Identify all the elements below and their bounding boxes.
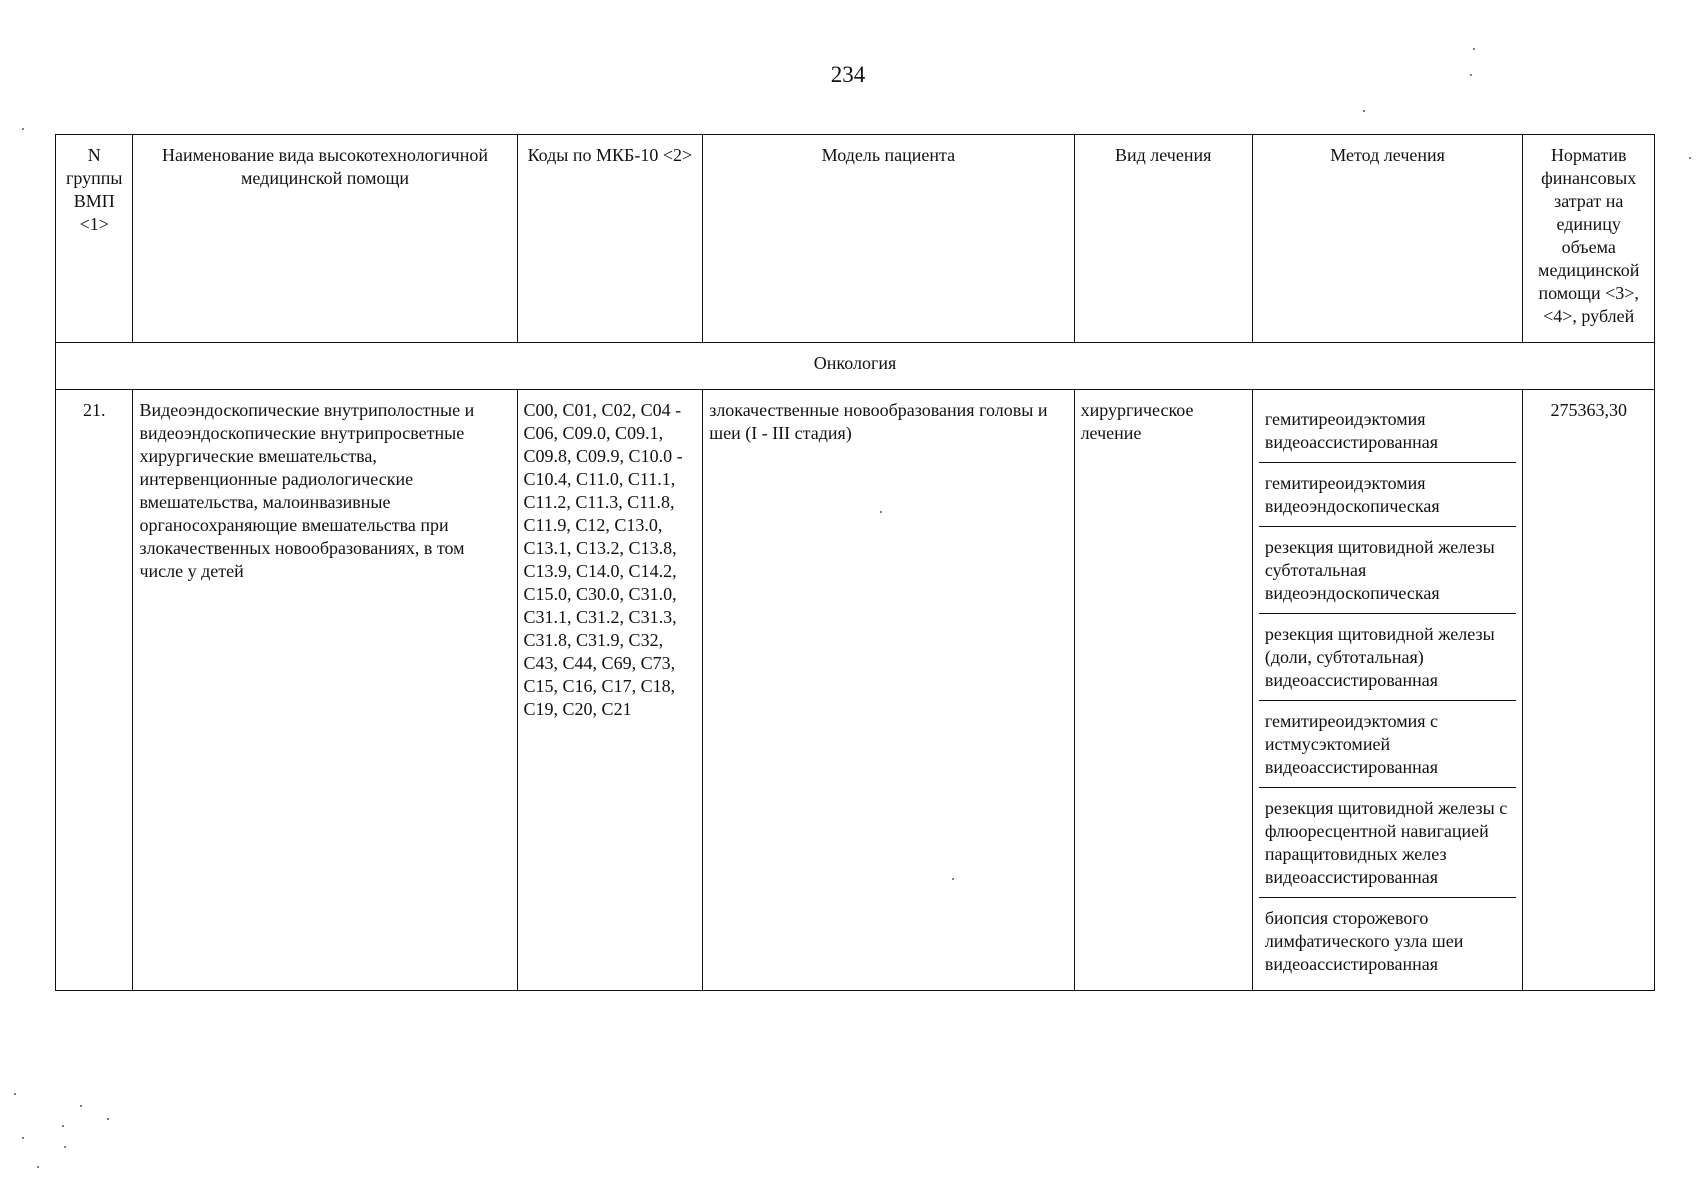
row-methods <box>1252 390 1523 991</box>
vmp-table <box>55 134 1655 991</box>
page-number: 234 <box>830 62 866 87</box>
scan-speck <box>64 1146 66 1148</box>
scan-speck <box>62 1125 64 1127</box>
scan-speck <box>14 1093 16 1095</box>
header-name: Наименование вида высокотехнологичной медицинской помощи <box>133 135 517 343</box>
scan-speck <box>1363 110 1365 112</box>
header-patient-model: Модель пациента <box>703 135 1074 343</box>
row-treatment-type: хирургическое лечение <box>1074 390 1252 991</box>
row-name: Видеоэндоскопические внутриполостные и видеоэндоскопические внутрипросветные хирургические вмешательства, интервенционные радиологические вмешательства, малоинвазивные органосохраняющие вмешательства при злокачественных новообразованиях, в том числе у детей <box>133 390 517 991</box>
scan-speck <box>1689 157 1691 159</box>
scan-speck <box>37 1166 39 1168</box>
table-header-row <box>56 135 1655 343</box>
method-item: резекция щитовидной железы с флюоресцентной навигацией паращитовидных желез видеоассистированная <box>1259 788 1517 898</box>
method-item: гемитиреоидэктомия видеоассистированная <box>1259 399 1517 463</box>
scan-speck <box>22 128 24 130</box>
table-row <box>56 390 1655 991</box>
method-item: гемитиреоидэктомия видеоэндоскопическая <box>1259 463 1517 527</box>
row-patient-model: злокачественные новообразования головы и шеи (I - III стадия) <box>703 390 1074 991</box>
header-treatment-type: Вид лечения <box>1074 135 1252 343</box>
method-item: гемитиреоидэктомия с истмусэктомией видеоассистированная <box>1259 701 1517 788</box>
scan-speck <box>1473 48 1475 50</box>
row-cost: 275363,30 <box>1523 390 1655 991</box>
row-group-no: 21. <box>56 390 133 991</box>
method-item: резекция щитовидной железы (доли, субтотальная) видеоассистированная <box>1259 614 1517 701</box>
header-icd-codes: Коды по МКБ-10 <2> <box>517 135 703 343</box>
scan-speck <box>107 1118 109 1120</box>
scan-speck <box>80 1105 82 1107</box>
section-title: Онкология <box>56 343 1655 390</box>
scan-speck <box>1470 74 1472 76</box>
row-icd-codes: C00, C01, C02, C04 - C06, C09.0, C09.1, C09.8, C09.9, C10.0 - C10.4, C11.0, C11.1, C11.2, C11.3, C11.8, C11.9, C12, C13.0, C13.1, C13.2, C13.8, C13.9, C14.0, C14.2, C15.0, C30.0, C31.0, C31.1, C31.2, C31.3, C31.8, C31.9, C32, C43, C44, C69, C73, C15, C16, C17, C18, C19, C20, C21 <box>517 390 703 991</box>
scan-speck <box>22 1137 24 1139</box>
header-cost-standard: Норматив финансовых затрат на единицу объема медицинской помощи <3>, <4>, рублей <box>1523 135 1655 343</box>
scan-speck <box>880 511 882 513</box>
section-row <box>56 343 1655 390</box>
header-treatment-method: Метод лечения <box>1252 135 1523 343</box>
header-group-no: N группы ВМП <1> <box>56 135 133 343</box>
method-item: резекция щитовидной железы субтотальная видеоэндоскопическая <box>1259 527 1517 614</box>
scan-speck <box>952 878 954 880</box>
method-item: биопсия сторожевого лимфатического узла шеи видеоассистированная <box>1264 908 1464 974</box>
